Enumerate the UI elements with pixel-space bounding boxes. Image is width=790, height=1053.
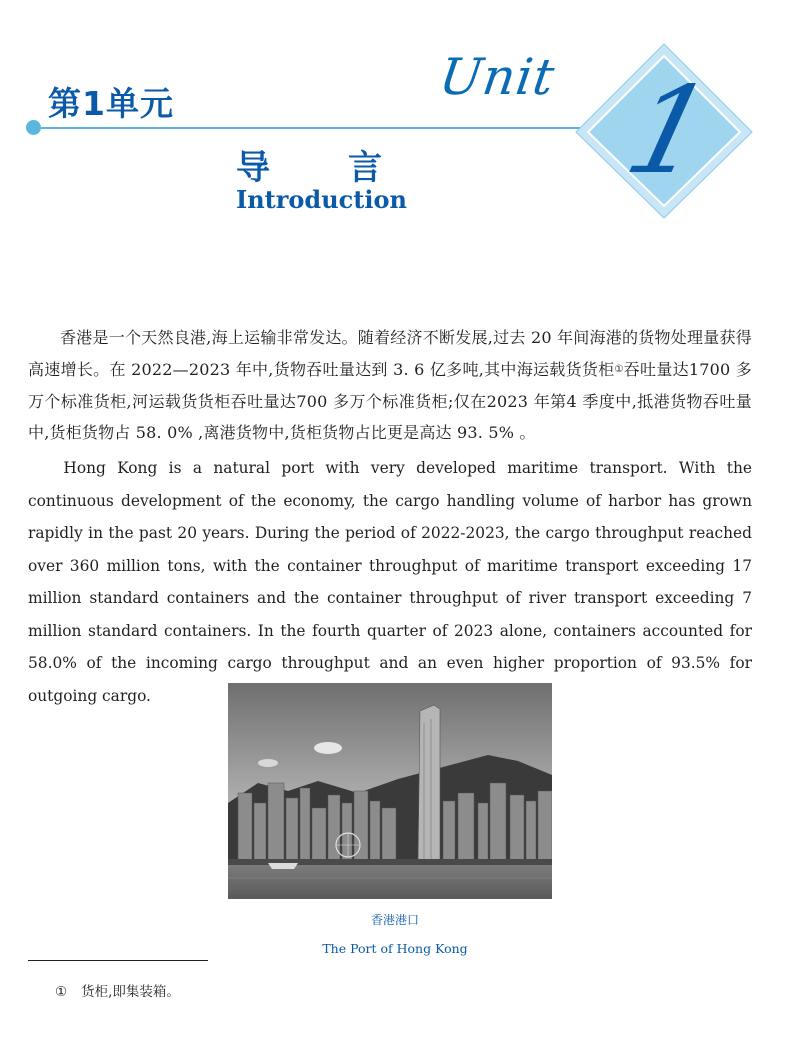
unit-number-diamond bbox=[572, 40, 762, 220]
unit-label: 第1单元 bbox=[48, 84, 174, 123]
page-title-cn: 导言 bbox=[236, 148, 460, 188]
hong-kong-port-photo bbox=[228, 683, 552, 899]
footnote-divider bbox=[28, 960, 208, 961]
unit-number: 1 bbox=[613, 60, 726, 201]
paragraph-cn-part2: 吞吐量达1700 多万个标准货柜,河运载货货柜吞吐量达700 多万个标准货柜;仅在2023 年第4 季度中,抵港货物吞吐量中,货柜货物占 58. 0% ,离港货物中,货柜货物占比更是高达 93. 5% 。 bbox=[28, 359, 752, 443]
paragraph-cn bbox=[28, 322, 752, 449]
figure-caption-en: The Port of Hong Kong bbox=[322, 941, 468, 956]
figure-caption-cn: 香港港口 bbox=[370, 913, 419, 927]
footnote-reference[interactable]: ① bbox=[614, 363, 624, 375]
paragraph-cn-part1: 香港是一个天然良港,海上运输非常发达。随着经济不断发展,过去 20 年间海港的货物处理量获得高速增长。在 2022—2023 年中,货物吞吐量达到 3. 6 亿多吨,其中海运载货货柜 bbox=[28, 328, 752, 379]
paragraph-en: Hong Kong is a natural port with very developed maritime transport. With the continuous development of the economy, the cargo handling volume of harbor has grown rapidly in the past 20 years. During the period of 2022-2023, the cargo throughput reached over 360 million tons, with the container throughput of maritime transport exceeding 17 million standard containers and the container throughput of river transport exceeding 7 million standard containers. In the fourth quarter of 2023 alone, containers accounted for 58.0% of the incoming cargo throughput and an even higher proportion of 93.5% for outgoing cargo. bbox=[28, 459, 752, 705]
footnote-number: ① bbox=[55, 984, 68, 1000]
footnote-text: 货柜,即集装箱。 bbox=[81, 984, 180, 1000]
page-title-en: Introduction bbox=[236, 185, 407, 214]
footnote bbox=[55, 980, 180, 1000]
header-line bbox=[36, 127, 596, 129]
unit-word: Unit bbox=[435, 48, 559, 106]
